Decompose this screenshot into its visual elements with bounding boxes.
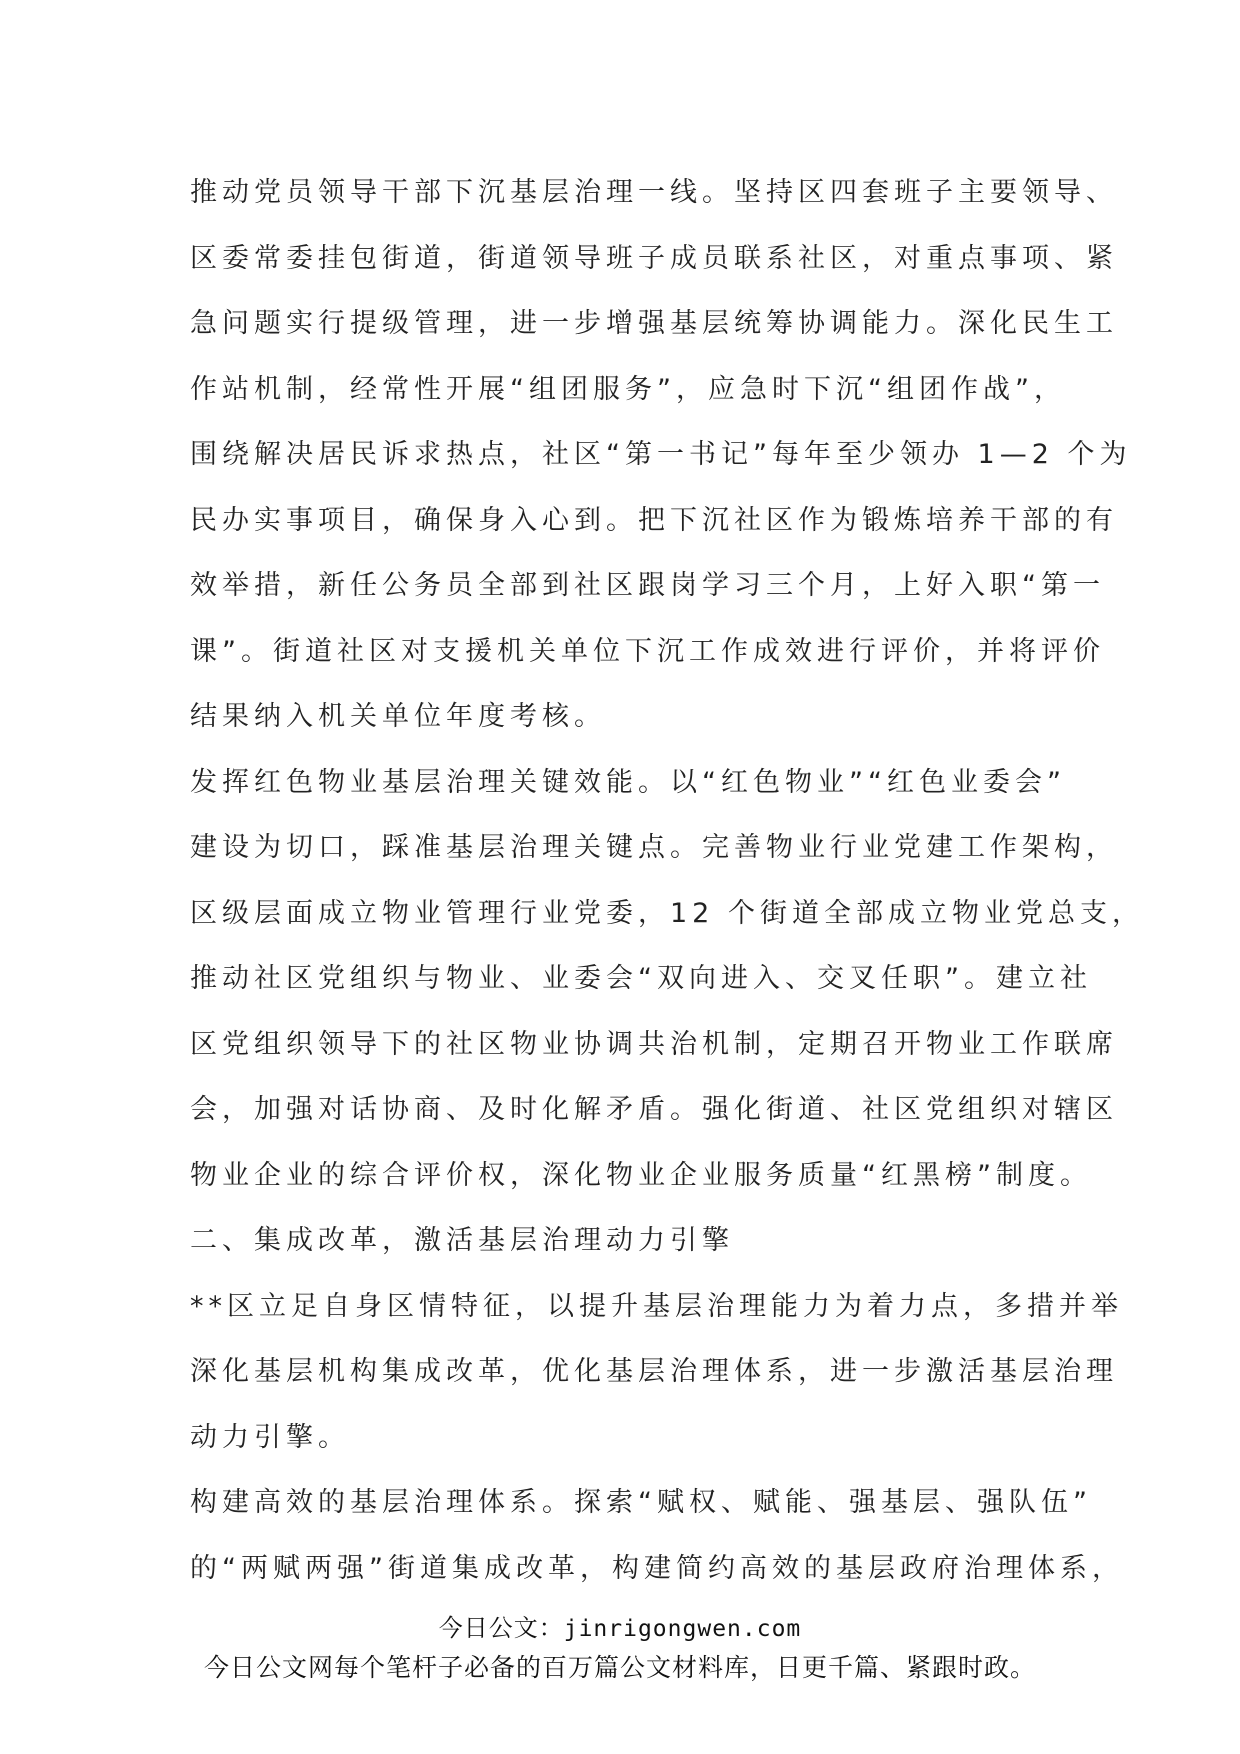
text-line: 建设为切口，踩准基层治理关键点。完善物业行业党建工作架构， [190, 832, 1118, 863]
section-heading: 二、集成改革，激活基层治理动力引擎 [190, 1225, 734, 1256]
text-line: 结果纳入机关单位年度考核。 [190, 701, 606, 732]
text-line: 区委常委挂包街道，街道领导班子成员联系社区，对重点事项、紧 [190, 242, 1118, 274]
text-line: 构建高效的基层治理体系。探索“赋权、赋能、强基层、强队伍” [190, 1487, 1092, 1518]
footer-site-label: 今日公文： [438, 1614, 564, 1642]
text-line: 的“两赋两强”街道集成改革，构建简约高效的基层政府治理体系， [190, 1552, 1124, 1584]
text-line: 会，加强对话协商、及时化解矛盾。强化街道、社区党组织对辖区 [190, 1094, 1118, 1125]
text-line: 急问题实行提级管理，进一步增强基层统筹协调能力。深化民生工 [190, 308, 1118, 339]
text-line: 作站机制，经常性开展“组团服务”，应急时下沉“组团作战”， [190, 373, 1066, 405]
text-line: 动力引擎。 [190, 1421, 350, 1453]
text-line: 课”。街道社区对支援机关单位下沉工作成效进行评价，并将评价 [190, 635, 1105, 667]
text-line: 物业企业的综合评价权，深化物业企业服务质量“红黑榜”制度。 [190, 1159, 1092, 1191]
footer-site-url[interactable]: jinrigongwen.com [563, 1616, 802, 1642]
text-line: 推动社区党组织与物业、业委会“双向进入、交叉任职”。建立社 [190, 963, 1092, 994]
text-line: 区级层面成立物业管理行业党委，12 个街道全部成立物业党总支， [190, 897, 1144, 929]
document-body [190, 160, 1144, 1601]
text-line: 区党组织领导下的社区物业协调共治机制，定期召开物业工作联席 [190, 1028, 1118, 1060]
text-line: 推动党员领导干部下沉基层治理一线。坚持区四套班子主要领导、 [190, 177, 1118, 208]
text-line: 发挥红色物业基层治理关键效能。以“红色物业”“红色业委会” [190, 766, 1066, 798]
text-line: **区立足自身区情特征，以提升基层治理能力为着力点，多措并举 [190, 1290, 1123, 1322]
footer-slogan: 今日公文网每个笔杆子必备的百万篇公文材料库，日更千篇、紧跟时政。 [203, 1653, 1036, 1682]
text-line: 深化基层机构集成改革，优化基层治理体系，进一步激活基层治理 [190, 1356, 1118, 1387]
text-line: 效举措，新任公务员全部到社区跟岗学习三个月，上好入职“第一 [190, 570, 1105, 601]
text-line: 围绕解决居民诉求热点，社区“第一书记”每年至少领办 1—2 个为 [190, 439, 1132, 470]
text-line: 民办实事项目，确保身入心到。把下沉社区作为锻炼培养干部的有 [190, 504, 1118, 536]
footer-site-line [0, 1608, 1240, 1643]
